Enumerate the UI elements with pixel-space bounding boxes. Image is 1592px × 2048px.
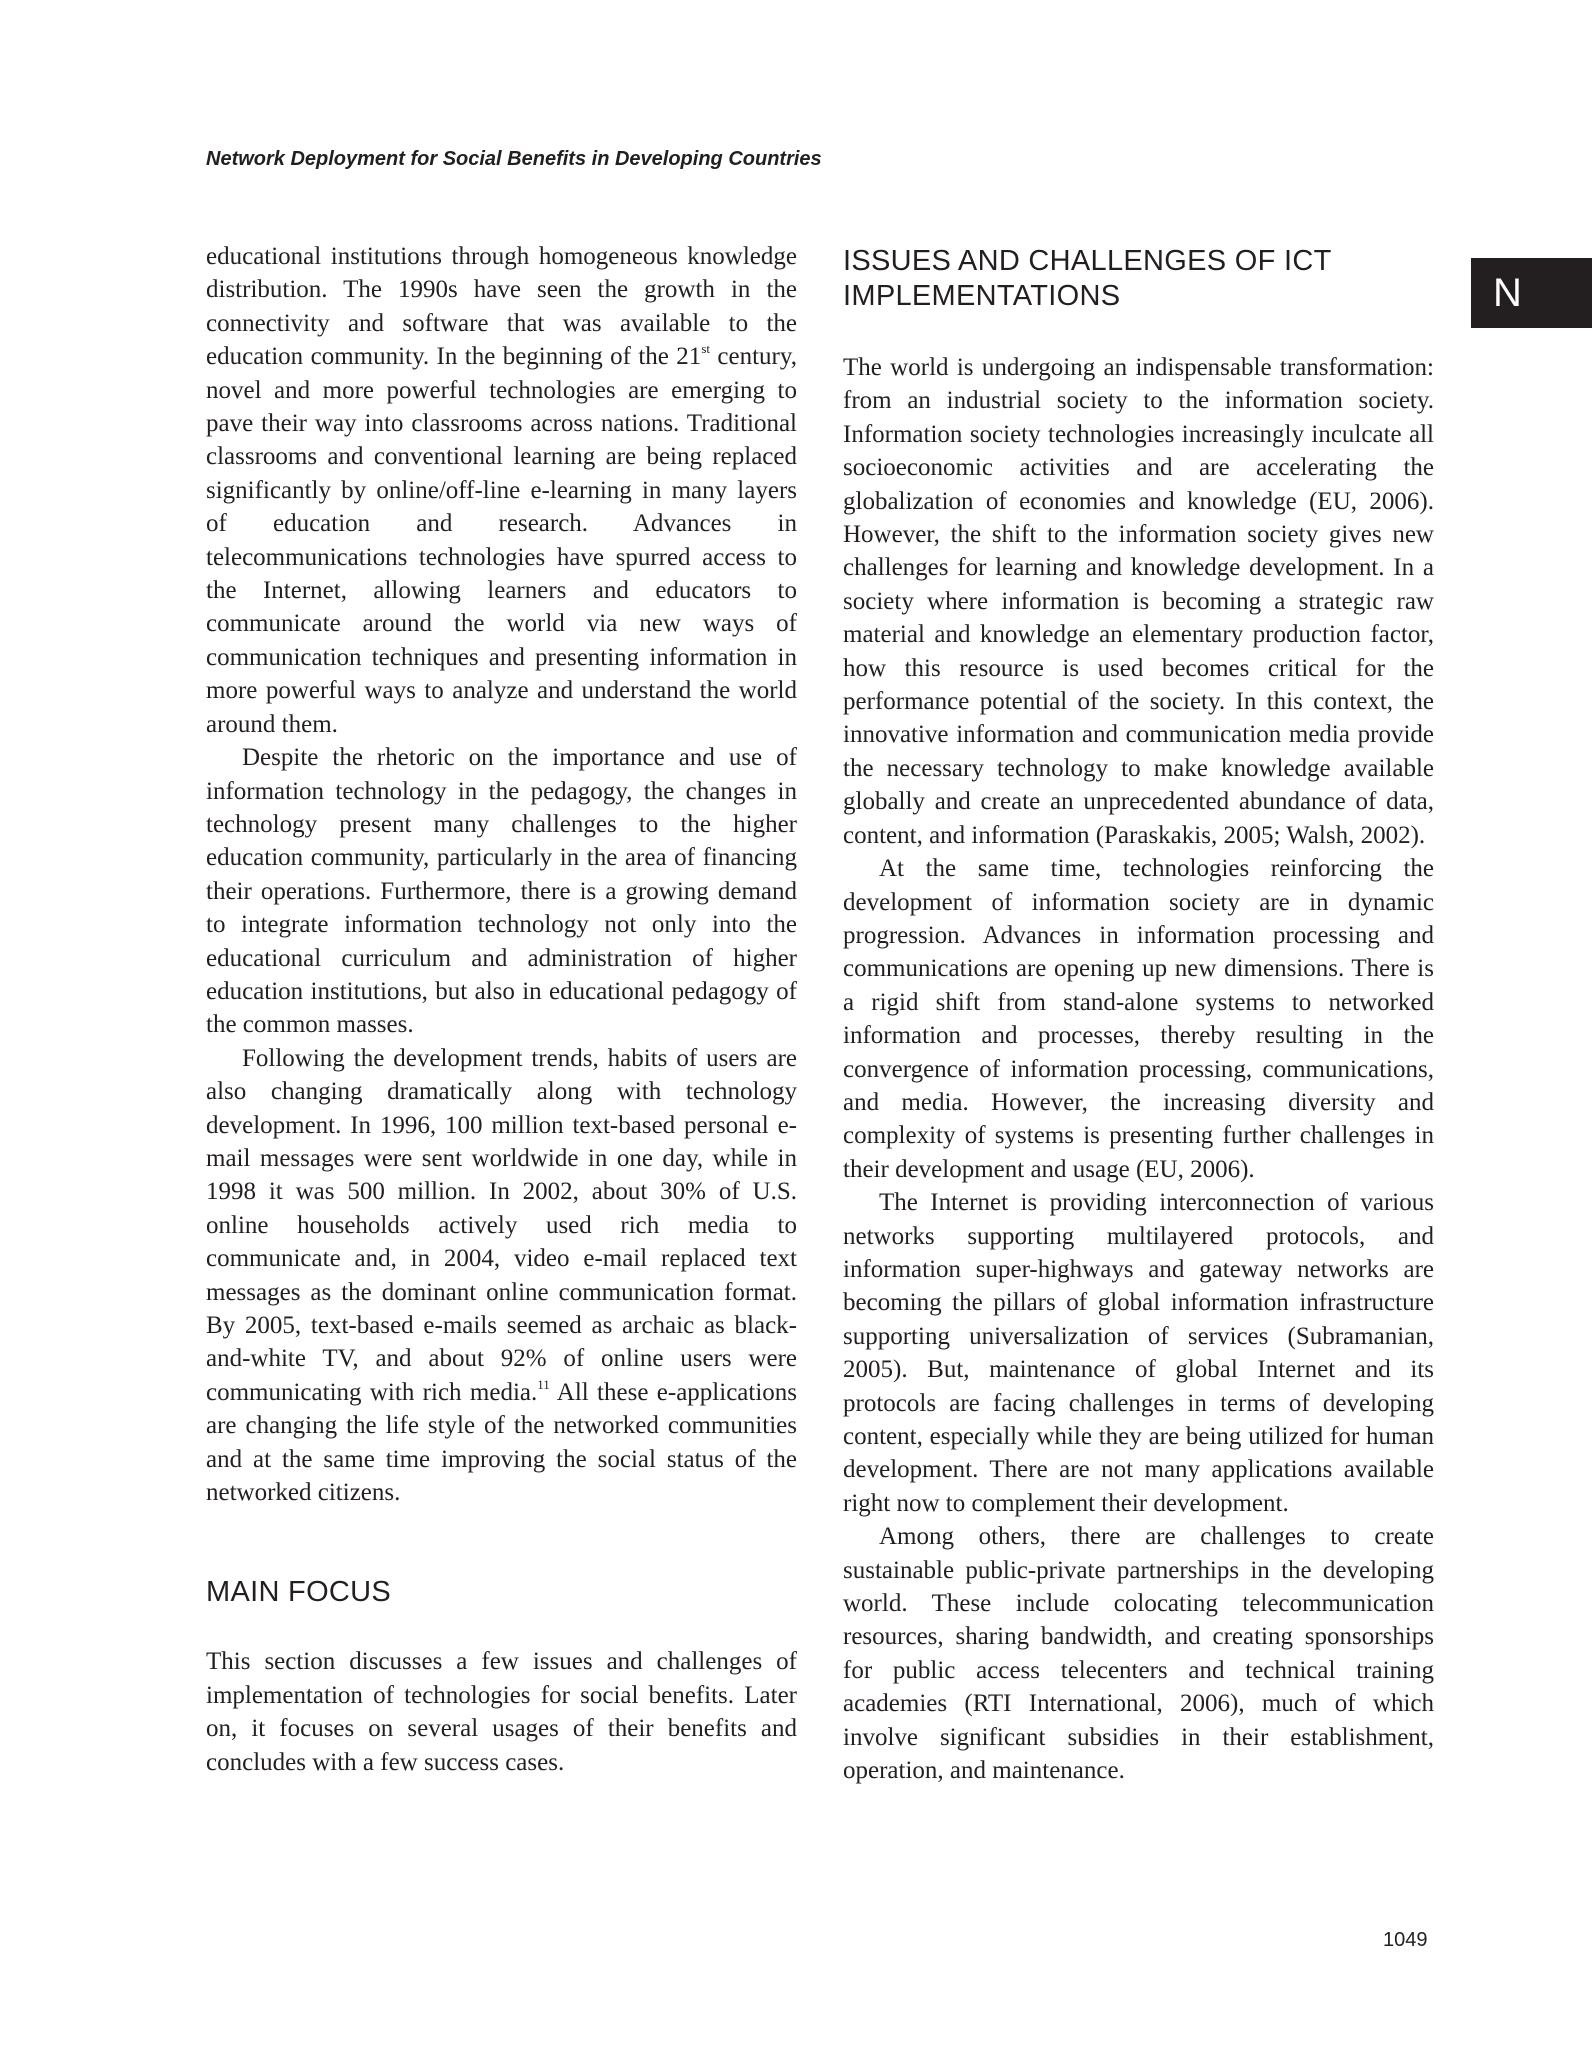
- right-paragraph-2: At the same time, technologies reinforcing the development of information society are in dynamic progression. Advances in information processing and communications are opening up new dimensions. There is a rigid shift from stand-alone systems to networked information and processes, thereby resulting in the convergence of information processing, communications, and media. However, the increasing diversity and complexity of systems is presenting further challenges in their development and usage (EU, 2006).: [843, 855, 1434, 1183]
- footnote-reference-11: 11: [537, 1376, 550, 1392]
- running-head-title: Network Deployment for Social Benefits in Developing Countries: [206, 148, 822, 170]
- right-paragraph-4: Among others, there are challenges to create sustainable public-private partnerships in the developing world. These include colocating telecommunication resources, sharing bandwidth, and creating sponsorships for public access telecenters and technical training academies (RTI International, 2006), much of which involve significant subsidies in their establishment, operation, and maintenance.: [843, 1523, 1434, 1785]
- issues-challenges-heading: ISSUES AND CHALLENGES OF ICT IMPLEMENTATIONS: [843, 245, 1332, 312]
- left-paragraph-3-text-b: All these e-applications are changing the life style of the networked communities and at the same time improving the social status of the networked citizens.: [206, 1378, 798, 1507]
- right-paragraph-3: The Internet is providing interconnection of various networks supporting multilayered protocols, and information super-highways and gateway networks are becoming the pillars of global information infrastructure supporting universalization of services (Subramanian, 2005). But, maintenance of global Internet and its protocols are facing challenges in terms of developing content, especially while they are being utilized for human development. There are not many applications available right now to complement their development.: [843, 1189, 1434, 1517]
- superscript-st: st: [701, 341, 710, 357]
- left-paragraph-1-text-b: century, novel and more powerful technologies are emerging to pave their way into classrooms across nations. Traditional classrooms and conventional learning are being replaced significantly by online/off-line e-learning in many layers of education and research. Advances in telecommunications technologies have spurred access to the Internet, allowing learners and educators to communicate around the world via new ways of communication techniques and presenting information in more powerful ways to analyze and understand the world around them.: [206, 343, 797, 738]
- right-column: [843, 240, 1434, 1787]
- chapter-tab-letter: N: [1471, 258, 1592, 328]
- left-paragraph-1-text-a: educational institutions through homogeneous knowledge distribution. The 1990s have seen the growth in the connectivity and software that was available to the education community. In the beginning of the 21: [206, 243, 797, 371]
- left-paragraph-1: [206, 240, 797, 741]
- page-number: 1049: [1383, 1929, 1428, 1951]
- right-paragraph-1: The world is undergoing an indispensable transformation: from an industrial society to the information society. Information society technologies increasingly inculcate all socioeconomic activities and are accelerating the globalization of economies and knowledge (EU, 2006). However, the shift to the information society gives new challenges for learning and knowledge development. In a society where information is becoming a strategic raw material and knowledge an elementary production factor, how this resource is used becomes critical for the performance potential of the society. In this context, the innovative information and communication media provide the necessary technology to make knowledge available globally and create an unprecedented abundance of data, content, and information (Paraskakis, 2005; Walsh, 2002).: [843, 354, 1434, 849]
- main-focus-paragraph: This section discusses a few issues and challenges of implementation of technologies for social benefits. Later on, it focuses on several usages of their benefits and concludes with a few success cases.: [206, 1648, 797, 1776]
- main-focus-heading: MAIN FOCUS: [206, 1576, 392, 1609]
- left-paragraph-2: Despite the rhetoric on the importance and use of information technology in the pedagogy, the changes in technology present many challenges to the higher education community, particularly in the area of financing their operations. Furthermore, there is a growing demand to integrate information technology not only into the educational curriculum and administration of higher education institutions, but also in educational pedagogy of the common masses.: [206, 744, 797, 1039]
- left-paragraph-3: [206, 1042, 797, 1510]
- left-paragraph-3-text-a: Following the development trends, habits of users are also changing dramatically along with technology development. In 1996, 100 million text-based personal e-mail messages were sent worldwide in one day, while in 1998 it was 500 million. In 2002, about 30% of U.S. online households actively used rich media to communicate and, in 2004, video e-mail replaced text messages as the dominant online communication format. By 2005, text-based e-mails seemed as archaic as black-and-white TV, and about 92% of online users were communicating with rich media.: [206, 1044, 797, 1406]
- left-column: [206, 240, 797, 1779]
